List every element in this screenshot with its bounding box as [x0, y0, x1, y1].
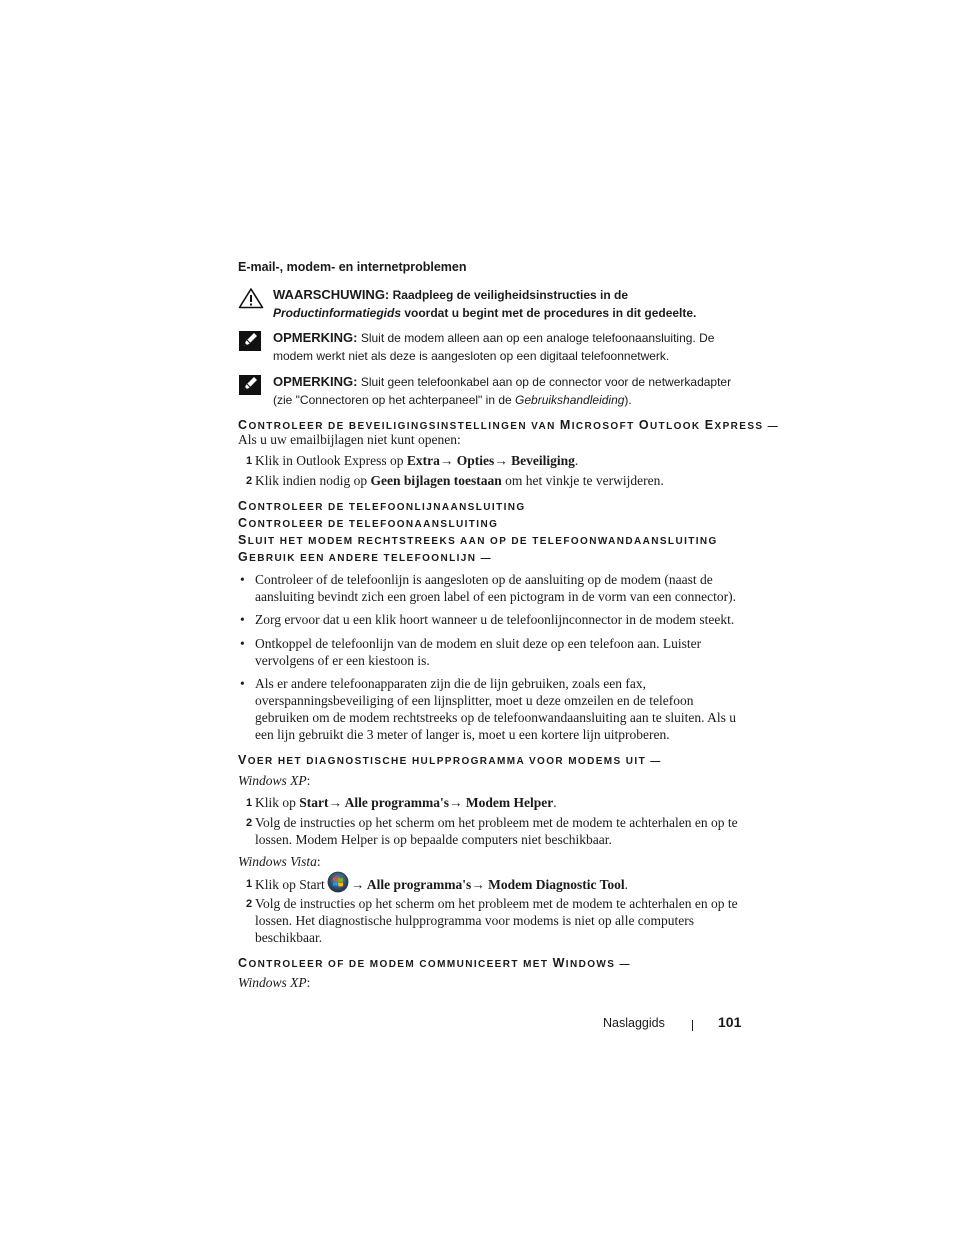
footer-section-name: Naslaggids: [603, 1016, 665, 1030]
outlook-heading: CONTROLEER DE BEVEILIGINGSINSTELLINGEN VAN MICROSOFT OUTLOOK EXPRESS —: [238, 418, 780, 432]
diag-vista-label: Windows Vista:: [238, 854, 321, 869]
bullet-symbol: •: [240, 572, 245, 587]
outlook-intro: Als u uw emailbijlagen niet kunt openen:: [238, 432, 461, 447]
phone-heading-3: SLUIT HET MODEM RECHTSTREEKS AAN OP DE TELEFOONWANDAANSLUITING: [238, 533, 718, 547]
diag-vista-step-1: 1 Klik op Start → Alle programma's→ Modem Diagnostic Tool.: [246, 875, 746, 897]
phone-heading-1: CONTROLEER DE TELEFOONLIJNAANSLUITING: [238, 499, 526, 513]
footer-divider: [692, 1020, 693, 1031]
warning-icon: [238, 287, 264, 314]
warning-label: WAARSCHUWING:: [273, 287, 390, 302]
diag-xp-step-2: 2 Volg de instructies op het scherm om het probleem met de modem te achterhalen en op te lossen. Modem Helper is op bepaalde computers niet beschikbaar.: [246, 815, 738, 847]
diag-xp-step-1: 1 Klik op Start→ Alle programma's→ Modem Helper.: [246, 795, 557, 810]
phone-heading-2: CONTROLEER DE TELEFOONAANSLUITING: [238, 516, 499, 530]
outlook-step-2: 2 Klik indien nodig op Geen bijlagen toestaan om het vinkje te verwijderen.: [246, 473, 664, 488]
bullet-item: • Ontkoppel de telefoonlijn van de modem en sluit deze op een telefoon aan. Luister vervolgens of er een kiestoon is.: [240, 636, 702, 668]
diag-heading: VOER HET DIAGNOSTISCHE HULPPROGRAMMA VOOR MODEMS UIT —: [238, 753, 662, 767]
note-notice-1: [238, 329, 738, 365]
note2-italic: Gebruikshandleiding: [515, 393, 625, 407]
note2-text-after: ).: [624, 393, 632, 407]
windows-check-heading: CONTROLEER OF DE MODEM COMMUNICEERT MET WINDOWS —: [238, 956, 631, 970]
note1-text: Sluit de modem alleen aan op een analoge telefoonaansluiting. De modem werkt niet als deze is aangesloten op een digitaal telefoonnetwerk.: [273, 331, 715, 363]
bullet-item: • Als er andere telefoonapparaten zijn die de lijn gebruiken, zoals een fax, overspanningsbeveiliging of een lijnsplitter, moet u deze omzeilen en de telefoon gebruiken om de modem rechtstreeks op de telefoonwandaansluiting aan te sluiten. Als u een lijn gebruikt die 3 meter of langer is, moet u een kortere lijn uitproberen.: [240, 676, 736, 742]
section-title: E-mail-, modem- en internetproblemen: [238, 260, 467, 274]
warning-italic: Productinformatiegids: [273, 306, 402, 320]
warning-notice: [238, 286, 738, 322]
bullet-symbol: •: [240, 612, 245, 627]
outlook-step-1: 1 Klik in Outlook Express op Extra→ Opties→ Beveiliging.: [246, 453, 579, 468]
bullet-symbol: •: [240, 636, 245, 651]
warning-text: Raadpleeg de veiligheidsinstructies in de: [389, 288, 628, 302]
page-number: 101: [718, 1014, 742, 1030]
note-notice-2: [238, 373, 738, 409]
windows-check-xp-label: Windows XP:: [238, 975, 311, 990]
start-label: Start: [299, 877, 325, 893]
bullet-item: • Zorg ervoor dat u een klik hoort wanneer u de telefoonlijnconnector in de modem steekt.: [240, 612, 735, 627]
phone-heading-4: GEBRUIK EEN ANDERE TELEFOONLIJN —: [238, 550, 492, 564]
pencil-note-icon: [238, 374, 262, 401]
note1-label: OPMERKING:: [273, 330, 358, 345]
bullet-symbol: •: [240, 676, 245, 691]
warning-text-after: voordat u begint met de procedures in dit gedeelte.: [401, 306, 697, 320]
windows-start-icon: [327, 871, 349, 897]
note2-label: OPMERKING:: [273, 374, 358, 389]
diag-vista-step-2: 2 Volg de instructies op het scherm om het probleem met de modem te achterhalen en op te lossen. Het diagnostische hulpprogramma voor modems is niet op alle computers beschikbaar.: [246, 896, 738, 945]
note2-text: Sluit geen telefoonkabel aan op de connector voor de netwerkadapter (zie "Connectoren op het achterpaneel" in de: [273, 375, 732, 407]
pencil-note-icon: [238, 330, 262, 357]
diag-xp-label: Windows XP:: [238, 773, 311, 788]
bullet-item: • Controleer of de telefoonlijn is aangesloten op de aansluiting op de modem (naast de aansluiting bevindt zich een groen label of een pictogram in de vorm van een connector).: [240, 572, 736, 604]
